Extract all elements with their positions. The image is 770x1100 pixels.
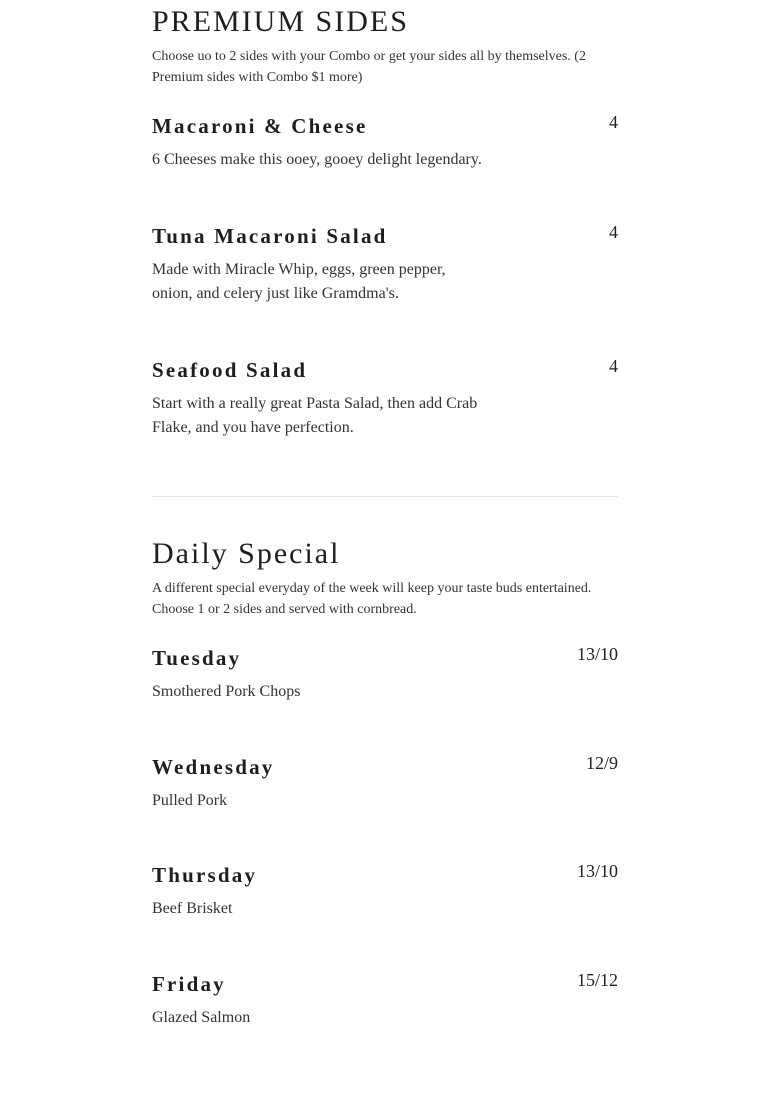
- daily-special-title: Daily Special: [152, 537, 341, 570]
- menu-item-wednesday: [152, 755, 618, 813]
- item-price: 13/10: [576, 644, 618, 664]
- item-name: Wednesday: [152, 755, 275, 779]
- premium-sides-section: [152, 0, 618, 440]
- item-description: Made with Miracle Whip, eggs, green pepper, onion, and celery just like Gramdma's.: [152, 261, 446, 302]
- menu-item-tuna-macaroni-salad: [152, 224, 618, 306]
- item-price: 4: [609, 112, 618, 132]
- menu: [152, 0, 618, 1030]
- item-name: Tuna Macaroni Salad: [152, 224, 388, 248]
- item-price: 12/9: [585, 753, 618, 773]
- item-name: Macaroni & Cheese: [152, 114, 368, 138]
- item-price: 15/12: [576, 970, 618, 990]
- item-description: 6 Cheeses make this ooey, gooey delight legendary.: [152, 151, 482, 168]
- menu-item-thursday: [152, 863, 618, 921]
- item-name: Friday: [152, 972, 226, 996]
- item-name: Tuesday: [152, 646, 242, 670]
- item-description: Smothered Pork Chops: [152, 683, 301, 700]
- premium-sides-description: Choose uo to 2 sides with your Combo or get your sides all by themselves. (2 Premium sides with Combo $1 more): [152, 49, 586, 85]
- menu-item-macaroni-cheese: [152, 114, 618, 172]
- item-name: Seafood Salad: [152, 358, 308, 382]
- item-price: 4: [609, 356, 618, 376]
- daily-special-section: [152, 539, 618, 1030]
- menu-item-friday: [152, 972, 618, 1030]
- item-description: Beef Brisket: [152, 900, 233, 917]
- premium-sides-title: PREMIUM SIDES: [152, 5, 409, 38]
- item-price: 13/10: [576, 861, 618, 881]
- item-name: Thursday: [152, 863, 258, 887]
- daily-special-description: A different special everyday of the week will keep your taste buds entertained. Choose 1 or 2 sides and served with cornbread.: [152, 581, 592, 617]
- menu-item-seafood-salad: [152, 358, 618, 440]
- item-price: 4: [609, 222, 618, 242]
- item-description: Glazed Salmon: [152, 1009, 251, 1026]
- menu-item-tuesday: [152, 646, 618, 704]
- section-divider: [152, 496, 618, 497]
- item-description: Start with a really great Pasta Salad, then add Crab Flake, and you have perfection.: [152, 395, 478, 436]
- item-description: Pulled Pork: [152, 792, 228, 809]
